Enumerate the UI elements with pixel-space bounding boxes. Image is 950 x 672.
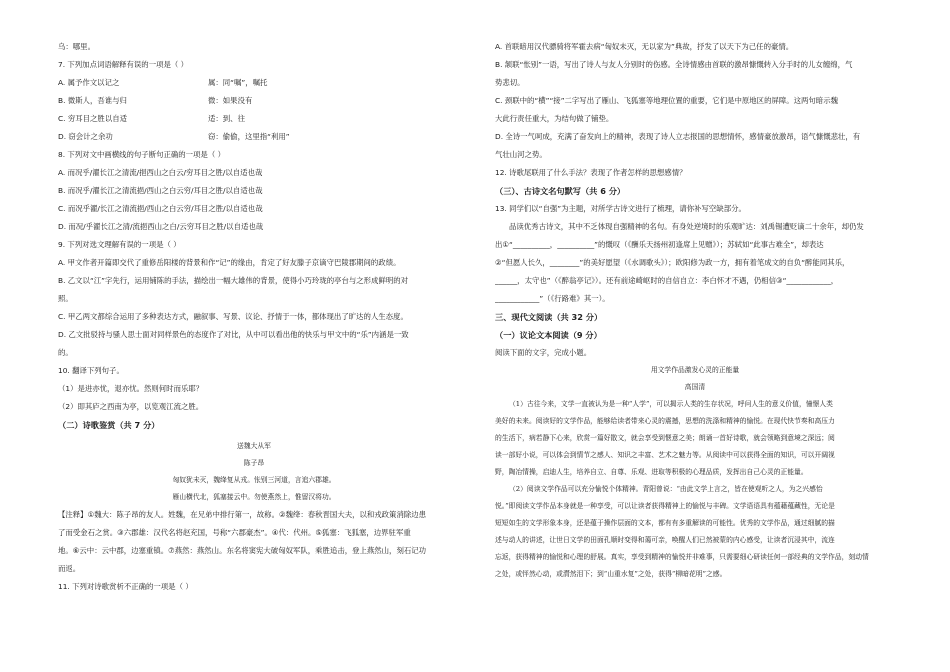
- article-title: 用文学作品激发心灵的正能量: [650, 366, 740, 374]
- reading-instruction: 阅读下面的文字，完成小题。: [495, 348, 592, 357]
- left-column: [58, 38, 450, 596]
- article-p2-line-2: 悦。”即阅读文学作品本身就是一种享受，可以让读者获得精神上的愉悦与丰碑。文学语语具有蕴藉蕴藏性，无论是: [495, 502, 835, 510]
- question-10: 10. 翻译下列句子。: [58, 366, 124, 375]
- q8-option-d: D. 而况/乎濯长江之清/流挹西山之白/云穷耳目之胜/以自适也哉: [58, 222, 264, 231]
- q7-option-b: [58, 92, 450, 110]
- article-p1-line-4: 读一部好小说，可以体会到情节之感人、知识之丰富、艺术之魅力等。从阅读中可以获得全面的知识，可以开阔视: [495, 451, 835, 459]
- poem-line-1: 匈奴犹未灭，魏绛复从戎。怅别三河道，言追六郡雄。: [172, 476, 336, 484]
- q9-option-b-cont: 照。: [58, 294, 73, 303]
- q13-passage-5: ____________”（《行路难》其一）。: [495, 294, 610, 303]
- question-12: 12. 诗歌尾联用了什么手法？表现了作者怎样的思想感情？: [495, 168, 687, 177]
- article-p2-line-1: （2）阅读文学作品可以充分愉悦个体精神。青阳曾说：“由此文学上言之，皆在使观听之人，为之兴感怡: [509, 485, 823, 493]
- article-p2-line-5: 忘返，获得精神的愉悦和心理的舒展。真实，享受到精神的愉悦并非难事，只需要细心研读任何一部经典的文学作品，刻动情: [495, 553, 869, 561]
- question-9: 9. 下列对选文理解有误的一项是（ ）: [58, 240, 181, 249]
- q9-option-b: B. 乙文以“江”字先行，运用铺陈的手法，描绘出一幅大雄伟的背景，使得小巧玲珑的亭台与之形成鲜明的对: [58, 276, 409, 285]
- q11-option-b-cont: 势悲切。: [495, 78, 525, 87]
- q7-option-b-text: B. 微斯人，吾谁与归: [58, 96, 127, 105]
- q7-option-a-gloss: 属：同“嘱”，嘱托: [208, 78, 268, 87]
- q9-option-a: A. 甲文作者开篇即交代了重修岳阳楼的背景和作“记”的缘由，肯定了好友滕子京谪守巴陵郡期间的政绩。: [58, 258, 401, 267]
- q10-sentence-2: （2）即其庐之西南为亭，以览观江流之胜。: [58, 402, 204, 411]
- section-poetry-heading: （二）诗歌鉴赏（共 7 分）: [58, 420, 160, 430]
- q7-option-a: [58, 74, 450, 92]
- section-dictation-heading: （三）、古诗文名句默写（共 6 分）: [495, 186, 626, 196]
- q13-passage-4: ______，太守也”（《醉翁亭记》）。还有前途崎岖时的自信自立：李白怀才不遇，仍相信③“____________，: [495, 276, 839, 285]
- note-line: 乌：哪里。: [58, 42, 95, 51]
- q7-option-c-gloss: 适：到、往: [208, 114, 245, 123]
- q7-option-b-gloss: 微：如果没有: [208, 96, 253, 105]
- q9-option-d: D. 乙文批驳持与骚人思士面对同样景色的态度作了对比，从中可以看出他的快乐与甲文中的“乐”内涵是一致: [58, 330, 409, 339]
- article-p1-line-2: 美好的未来。阅读好的文学作品，能够给读者带来心灵的震撼，思想的洗涤和精神的愉悦。在现代快节奏和高压力: [495, 417, 835, 425]
- q9-option-c: C. 甲乙两文都综合运用了多种表达方式，融叙事、写景、议论、抒情于一体，都体现出了旷达的人生态度。: [58, 312, 408, 321]
- poem-line-2: 雁山横代北，狐塞接云中。勿使燕然上，惟留汉将功。: [172, 493, 336, 501]
- subsection-argument-heading: （一）议论文本阅读（9 分）: [495, 330, 602, 340]
- article-p1-line-1: （1）古往今来，文学一直被认为是一种“人学”，可以揭示人类的生存状况，呼问人生的意义价值，憧憬人类: [509, 400, 833, 408]
- article-author: 高国清: [684, 383, 706, 391]
- q10-sentence-1: （1）是进亦忧，退亦忧。然则何时而乐耶？: [58, 384, 204, 393]
- q7-option-c: [58, 110, 450, 128]
- q7-option-d-gloss: 窃：偷偷，这里指“利用”: [208, 132, 290, 141]
- q8-option-c: C. 而况乎濯/长江之清流挹/西山之白云穷/耳目之胜/以自适也哉: [58, 204, 263, 213]
- poem-note-3: 地。⑥云中：云中郡，边塞重镇。⑦燕然：燕然山。东名将窦宪大破匈奴军队，乘胜追击，登上燕然山，刻石记功: [58, 546, 427, 555]
- article-p2-line-6: 之处，或怦然心动，或潸然泪下；到“山重水复”之处，获得“柳暗花明”之感。: [495, 570, 727, 578]
- article-p1-line-3: 的生活下，病若静下心来，欣赏一篇好散文，就会享受到惬意之美；朗诵一首好诗歌，就会领略到意境之深远；阅: [495, 434, 835, 442]
- article-p1-line-5: 野，陶冶情操，启迪人生，培养自立、自尊、乐观、进取等积极的心理品质，发挥出自己心灵的正能量。: [495, 468, 808, 476]
- article-p2-line-4: 述与动人的讲述，让世日文学的田面孔顺时变得和蔼可亲，唤醒人们已然被蒙的内心感受，让读者沉浸其中，流连: [495, 536, 835, 544]
- q11-option-a: A. 首联暗用汉代骠骑将军霍去病“匈奴未灭，无以家为”典故，抒发了以天下为己任的豪情。: [495, 42, 794, 51]
- q13-passage-2: 出①“__________，__________”的慨叹（《酬乐天扬州初逢席上见赠》）；苏轼如“此事古难全”，却表达: [495, 240, 824, 249]
- section-modern-reading-heading: 三、现代文阅读（共 32 分）: [495, 312, 603, 322]
- q7-option-d: [58, 128, 450, 146]
- q7-option-d-text: D. 窃会计之余功: [58, 132, 113, 141]
- question-7: 7. 下列加点词语解释有误的一项是（ ）: [58, 60, 189, 69]
- article-p2-line-3: 短短如生的文学形象本身，还是蕴于操作层面的文本，都有有多重解读的可能性。优秀的文学作品，通过细腻的描: [495, 519, 835, 527]
- q7-option-c-text: C. 穷耳目之胜以自适: [58, 114, 127, 123]
- poem-note-1: 【注释】①魏大：陈子昂的友人。姓魏，在兄弟中排行第一，故称。②魏绛：春秋晋国大夫，以和戎政策消除边患: [58, 510, 427, 519]
- poem-note-2: 了而受金石之赏。③六郡雄：汉代名将赵充国，号称“六郡豪杰”。④代：代州。⑤狐塞：飞狐塞，边界驻军重: [58, 528, 411, 537]
- poem-title: 送魏大从军: [237, 442, 271, 450]
- q11-option-c-cont: 大此行责任重大，为结句做了铺垫。: [495, 114, 614, 123]
- q11-option-d-cont: 气壮山河之势。: [495, 150, 547, 159]
- q7-option-a-text: A. 属予作文以记之: [58, 78, 120, 87]
- question-8: 8. 下列对文中画横线的句子断句正确的一项是（ ）: [58, 150, 225, 159]
- q11-option-b: B. 颔联“怅别”一语，写出了诗人与友人分别时的伤感。全诗情感由首联的激昂慷慨转入分手时的儿女缠绵，气: [495, 60, 853, 69]
- q8-option-b: B. 而况乎/濯长江之清流挹/西山之白云穷/耳目之胜/以自适也哉: [58, 186, 263, 195]
- question-11: 11. 下列对诗歌赏析不正确的一项是（ ）: [58, 582, 193, 591]
- q8-option-a: A. 而况乎/濯长江之清流/挹西山之白云/穷耳目之胜/以自适也哉: [58, 168, 263, 177]
- question-13: 13. 同学们以“自强”为主题，对所学古诗文进行了梳理，请你补写空缺部分。: [495, 204, 746, 213]
- poem-note-4: 而返。: [58, 564, 81, 573]
- q11-option-d: D. 全诗一气呵成，充满了奋发向上的精神，表现了诗人立志报国的思想情怀，感情豪放激昂，语气慷慨悲壮，有: [495, 132, 861, 141]
- q13-passage-3: ②“但愿人长久，________”的美好愿望（《水调歌头》）；欧阳修为政一方，拥有着笔成文的自负“醉能同其乐，: [495, 258, 850, 267]
- right-column: [495, 38, 895, 583]
- q13-passage-1: 品读优秀古诗文，其中不乏体现自强精神的名句。有身处逆境时的乐观旷达：刘禹锡遭贬谪二十余年，却仍发: [509, 222, 864, 231]
- q11-option-c: C. 颈联中的“横”“接”二字写出了雁山、飞狐塞等地理位置的重要，它们是中原地区的屏障。这两句暗示魏: [495, 96, 838, 105]
- poem-author: 陈子昂: [243, 459, 265, 467]
- q9-option-d-cont: 的。: [58, 348, 73, 357]
